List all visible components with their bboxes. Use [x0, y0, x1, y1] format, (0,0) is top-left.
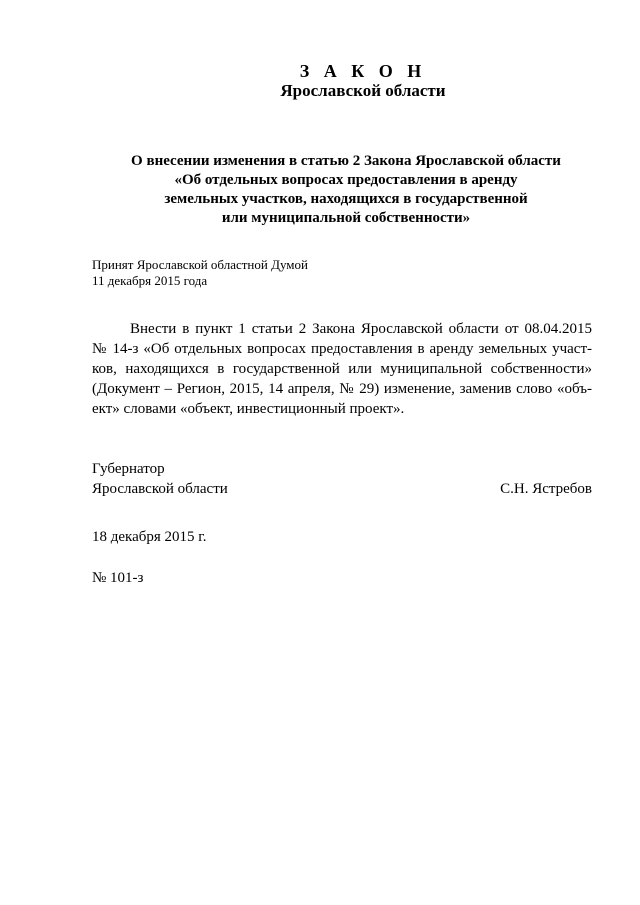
law-heading-line: или муниципальной собственности» [221, 210, 471, 226]
document-type-title: З А К О Н [299, 61, 427, 81]
paragraph-line: ект» словами «объект, инвестиционный проект». [92, 401, 405, 417]
signature-block [92, 459, 592, 499]
signing-date: 18 декабря 2015 г. [92, 529, 207, 545]
law-heading [90, 152, 602, 228]
law-body-paragraph [92, 319, 592, 419]
law-heading-line: земельных участков, находящихся в государственной [164, 191, 528, 207]
adoption-date: 11 декабря 2015 года [92, 273, 208, 288]
paragraph-line: № 14-з «Об отдельных вопросах предоставления в аренду земельных участ- [92, 341, 592, 357]
paragraph-line: (Документ – Регион, 2015, 14 апреля, № 29) изменение, заменив слово «объ- [92, 381, 592, 397]
adoption-body: Принят Ярославской областной Думой [92, 257, 308, 272]
law-heading-line: О внесении изменения в статью 2 Закона Ярославской области [131, 153, 561, 169]
law-heading-line: «Об отдельных вопросах предоставления в аренду [174, 172, 518, 188]
paragraph-line: ков, находящихся в государственной или муниципальной собственности» [92, 361, 592, 377]
signer-position-line1: Губернатор [92, 461, 165, 477]
signature-row [92, 479, 592, 499]
paragraph-line: Внести в пункт 1 статьи 2 Закона Ярославской области от 08.04.2015 [130, 321, 592, 337]
law-number: № 101-з [92, 570, 144, 586]
adoption-note [92, 257, 308, 289]
region-subtitle: Ярославской области [280, 81, 446, 100]
signer-position-line2: Ярославской области [92, 481, 228, 497]
signer-name: С.Н. Ястребов [500, 481, 592, 497]
